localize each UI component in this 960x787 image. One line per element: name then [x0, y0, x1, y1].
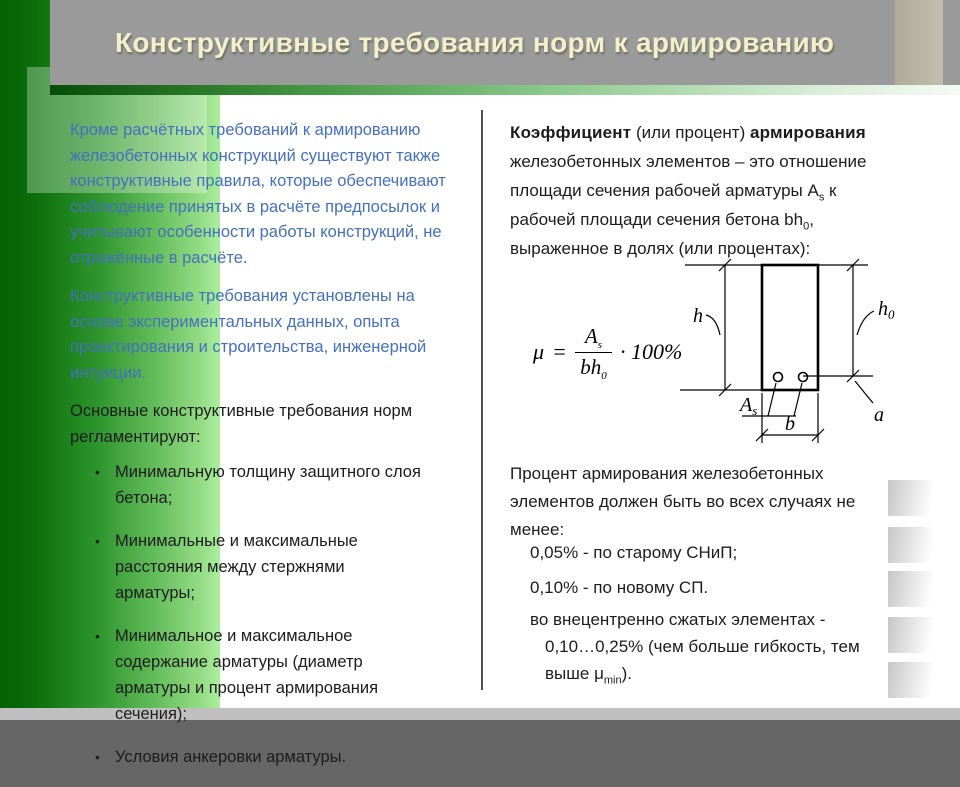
text-run: , выраженное в долях (или процентах): [510, 210, 814, 258]
beam-cross-section-diagram [668, 253, 903, 458]
subscript: 0 [803, 220, 810, 233]
snip-value-line: 0,05% - по старому СНиП; [530, 543, 738, 562]
minimum-percentage-paragraph: Процент армирования железобетонных элементов должен быть во всех случаях не менее: [510, 464, 856, 539]
equals-sign: = [552, 339, 567, 364]
rebar-icon [799, 373, 808, 382]
a-label: a [874, 404, 884, 426]
definition-paragraph [510, 118, 895, 263]
subscript: s [818, 191, 825, 204]
list-item [70, 623, 450, 727]
note-first-line: во внецентренно сжатых элементах - [530, 610, 826, 629]
sp-value-line: 0,10% - по новому СП. [530, 578, 709, 597]
As-symbol: A [584, 324, 598, 348]
mu-symbol: μ [533, 339, 545, 364]
note-continuation [545, 633, 875, 687]
list-item-text: Минимальную толщину защитного слоя бетона; [115, 463, 421, 507]
fraction-denominator [575, 353, 612, 383]
bh0-symbol: bh [580, 355, 602, 379]
text-run: железобетонных элементов – это отношение площади сечения рабочей арматуры A [510, 152, 867, 200]
paragraph-requirements-lead: Основные конструктивные требования норм регламентируют: [70, 402, 413, 446]
decor-square [888, 480, 934, 516]
reinforcement-ratio-formula [533, 324, 683, 383]
multiplication-dot: · [620, 339, 626, 364]
text-run: (или процент) [631, 123, 750, 142]
slide-title: Конструктивные требования норм к армированию [115, 26, 835, 58]
rebar-icon [774, 373, 783, 382]
text-run: 0,10…0,25% (чем больше гибкость, тем выше μ [545, 637, 860, 683]
list-item [70, 744, 450, 770]
As-label: $A_s$ [740, 394, 758, 418]
eccentric-compression-note [530, 606, 910, 687]
bullet-icon: • [95, 749, 100, 765]
section-rectangle [762, 265, 818, 390]
list-item-text: Условия анкеровки арматуры. [115, 748, 347, 766]
h-label: h [693, 305, 703, 327]
paragraph-intro: Кроме расчётных требований к армированию железобетонных конструкций существуют также конструктивные правила, которые обеспечивают соблюдение принятых в расчёте предпосылок и учитывают особенности работы конструкций, не отражённые в расчёте. [70, 121, 446, 267]
list-item [70, 528, 450, 606]
list-item-text: Минимальное и максимальное содержание арматуры (диаметр арматуры и процент армирования сечения); [115, 627, 379, 723]
subscript: 0 [601, 370, 607, 383]
bold-term: армирования [749, 123, 866, 142]
decor-square [888, 527, 934, 563]
bullet-icon: • [95, 464, 100, 480]
text-run: к рабочей площади сечения бетона bh [510, 181, 837, 229]
fraction-numerator [575, 324, 612, 353]
bullet-icon: • [95, 533, 100, 549]
fraction [575, 324, 612, 383]
decor-square [888, 571, 934, 607]
subscript: min [603, 674, 622, 687]
subscript: s [597, 339, 603, 352]
header-underline-band [50, 85, 960, 95]
left-column [70, 118, 450, 787]
h0-label: $h_0$ [878, 298, 895, 322]
column-divider-line [481, 110, 483, 690]
list-item [70, 459, 450, 511]
text-run: ). [621, 664, 632, 683]
paragraph-basis: Конструктивные требования установлены на основе экспериментальных данных, опыта проектирования и строительства, инженерной интуиции. [70, 287, 427, 382]
list-item-text: Минимальные и максимальные расстояния между стержнями арматуры; [115, 532, 358, 602]
percent-value: 100% [631, 339, 683, 364]
bold-term: Коэффициент [510, 123, 632, 142]
b-label: b [785, 413, 795, 435]
dimension-lines [680, 259, 874, 443]
bullet-icon: • [95, 628, 100, 644]
